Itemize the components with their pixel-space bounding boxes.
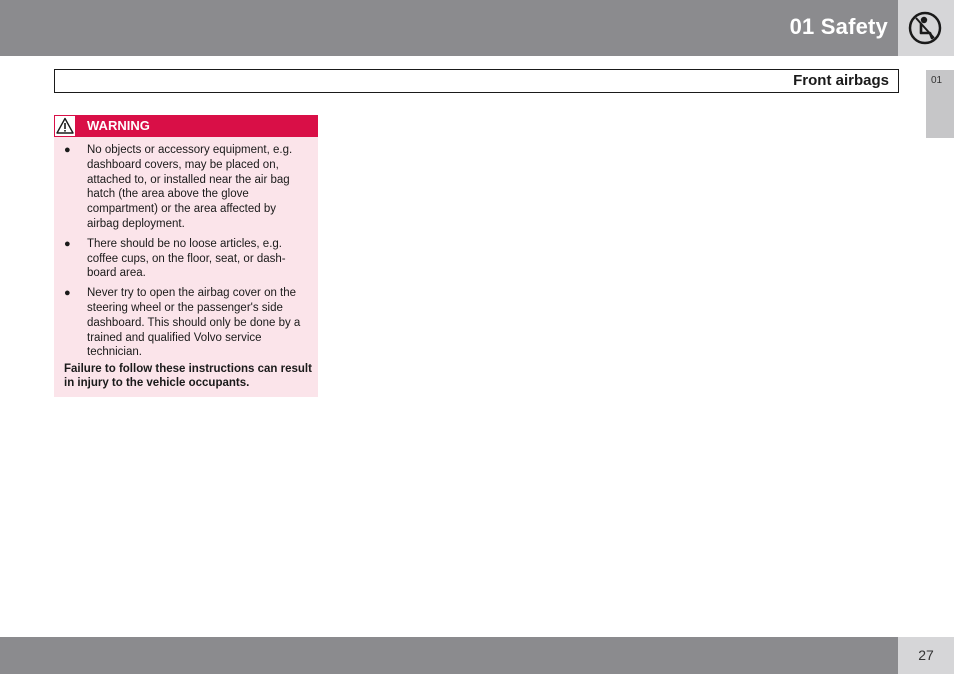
warning-list (64, 143, 310, 365)
warning-header (54, 115, 318, 137)
warning-item-text: There should be no loose articles, e.g. coffee cups, on the floor, seat, or dash-board area. (87, 237, 286, 280)
chapter-icon-box (898, 0, 954, 56)
warning-item (64, 143, 310, 232)
warning-item (64, 286, 310, 360)
warning-label: WARNING (87, 118, 150, 133)
warning-item-text: Never try to open the airbag cover on the steering wheel or the passenger's side dashboard. This should only be done by a trained and qualified Volvo service technician. (87, 287, 301, 359)
page-number: 27 (918, 647, 934, 663)
chapter-header (0, 0, 898, 56)
section-title: Front airbags (793, 72, 889, 89)
section-header (54, 69, 899, 93)
footer-bar (0, 637, 898, 674)
warning-triangle-icon (56, 117, 74, 135)
warning-footer: Failure to follow these instructions can result in injury to the vehicle occupants. (64, 363, 312, 389)
page-number-box (898, 637, 954, 674)
side-tab-label: 01 (931, 75, 943, 86)
seated-person-safety-icon (908, 11, 942, 45)
bullet-icon: ● (64, 237, 71, 250)
warning-item-text: No objects or accessory equipment, e.g. dashboard covers, may be placed on, attached to, or installed near the air bag hatch (the area above the glove compartment) or the area affected by airbag deployment. (87, 144, 293, 230)
warning-box (54, 115, 318, 397)
chapter-side-tab[interactable] (926, 70, 954, 138)
chapter-title: 01 Safety (789, 14, 888, 39)
warning-icon-box (54, 115, 76, 137)
warning-item (64, 237, 310, 281)
bullet-icon: ● (64, 144, 71, 156)
bullet-icon: ● (64, 287, 71, 300)
